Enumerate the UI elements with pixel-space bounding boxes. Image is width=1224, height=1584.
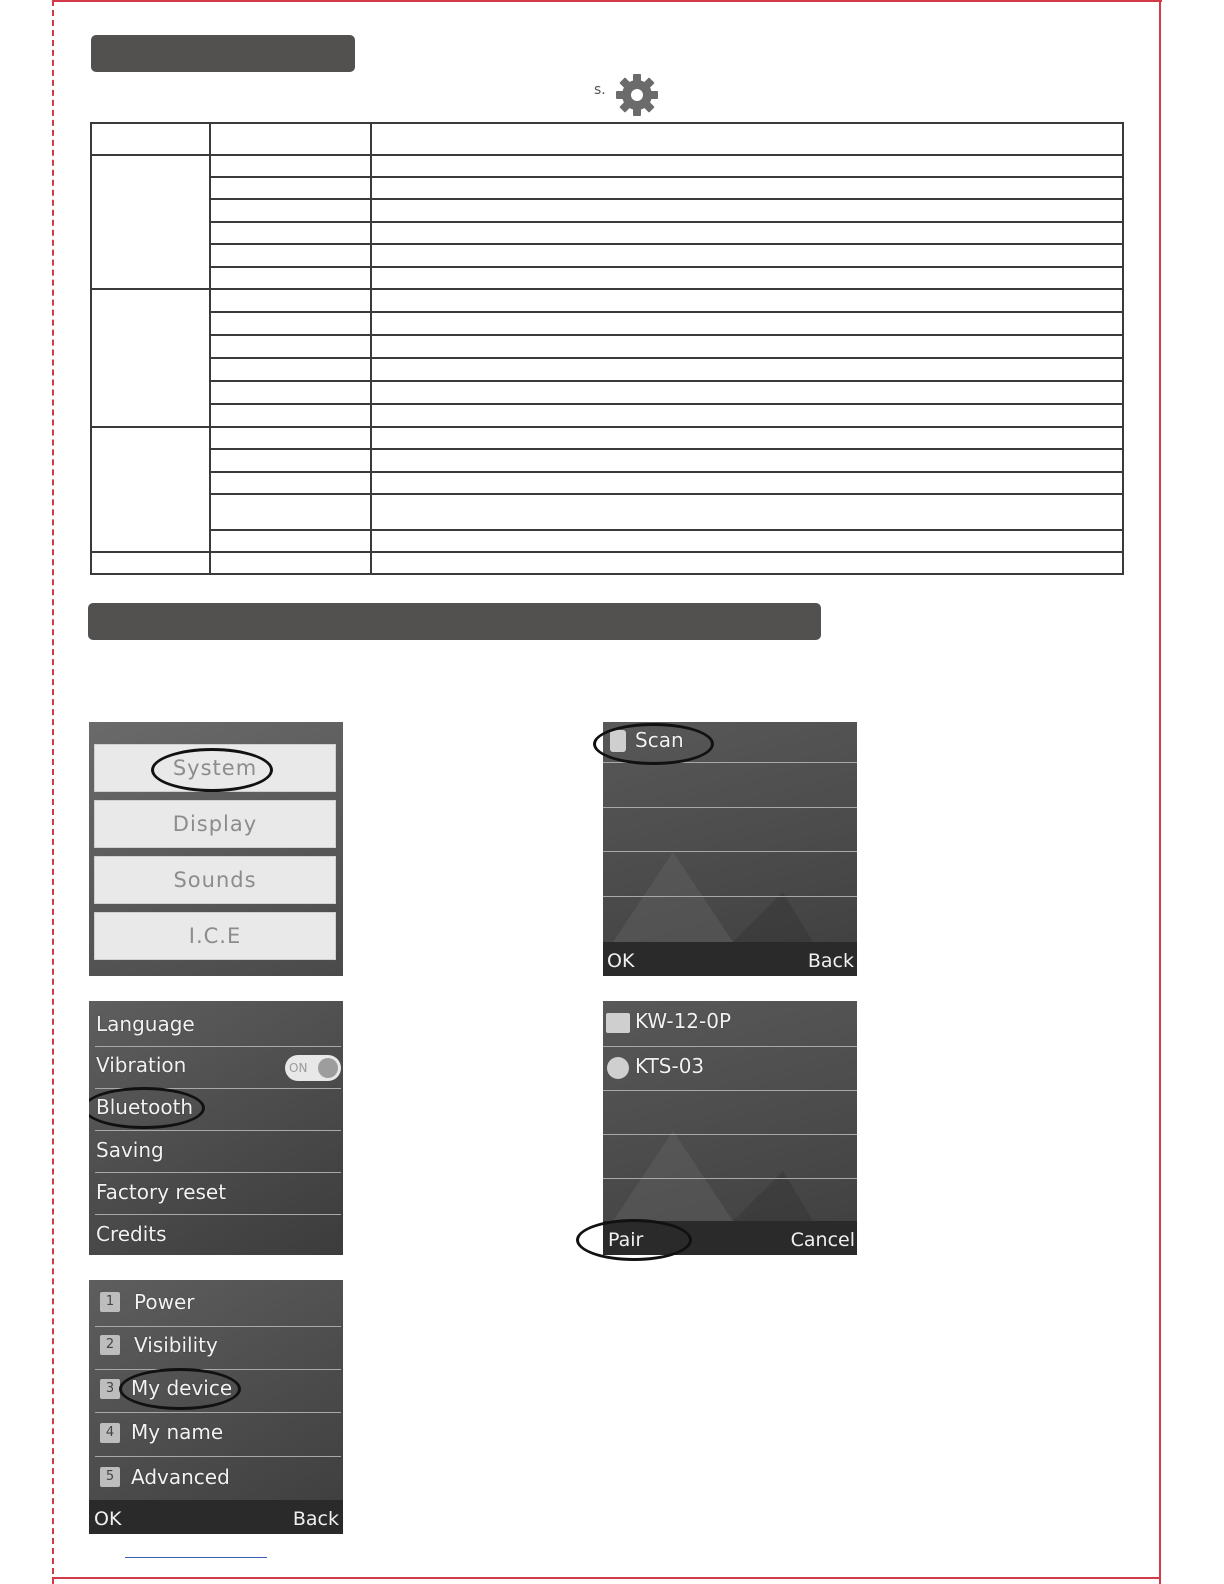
- soft-key-bar: [603, 942, 857, 976]
- bluetooth-item-my-name[interactable]: My name: [131, 1420, 224, 1444]
- system-item-bluetooth[interactable]: Bluetooth: [96, 1095, 194, 1119]
- smiley-icon: [607, 1057, 629, 1079]
- item-number-badge: 3: [100, 1379, 120, 1399]
- page-border-right: [1159, 0, 1161, 1584]
- menu-item-sounds[interactable]: Sounds: [94, 856, 336, 904]
- item-number-badge: 4: [100, 1423, 120, 1443]
- page-border-bottom: [52, 1577, 1161, 1579]
- menu-item-system[interactable]: System: [94, 744, 336, 792]
- highlight-ellipse: [119, 1368, 241, 1410]
- screenshot-device-list: [603, 1001, 857, 1255]
- row-divider: [603, 896, 857, 897]
- bluetooth-item-power[interactable]: Power: [134, 1290, 195, 1314]
- row-divider: [95, 1214, 341, 1215]
- soft-key-bar: [89, 1500, 343, 1534]
- scan-item[interactable]: Scan: [635, 728, 684, 752]
- bluetooth-item-my-device[interactable]: My device: [131, 1376, 233, 1400]
- vibration-toggle[interactable]: [285, 1055, 341, 1081]
- item-number-badge: 5: [100, 1467, 120, 1487]
- highlight-ellipse: [576, 1219, 692, 1261]
- toggle-label: ON: [289, 1061, 308, 1075]
- background-pattern: [603, 1001, 857, 1255]
- row-divider: [603, 851, 857, 852]
- softkey-pair[interactable]: Pair: [608, 1229, 644, 1251]
- row-divider: [95, 1172, 341, 1173]
- laptop-icon: [606, 1013, 630, 1033]
- section-heading-bar-settings: [91, 35, 355, 72]
- row-divider: [95, 1130, 341, 1131]
- softkey-cancel[interactable]: Cancel: [790, 1229, 855, 1251]
- row-divider: [95, 1412, 341, 1413]
- screenshot-system-menu: [89, 1001, 343, 1255]
- row-divider: [95, 1326, 341, 1327]
- system-item-language[interactable]: Language: [96, 1012, 195, 1036]
- intro-text-fragment: s.: [594, 82, 606, 98]
- row-divider: [603, 1134, 857, 1135]
- highlight-ellipse: [151, 748, 273, 792]
- row-divider: [603, 1090, 857, 1091]
- softkey-back[interactable]: Back: [807, 950, 854, 972]
- row-divider: [603, 1178, 857, 1179]
- bluetooth-item-advanced[interactable]: Advanced: [131, 1465, 230, 1489]
- device-item-kts-03[interactable]: KTS-03: [635, 1054, 705, 1078]
- screenshot-bluetooth-menu: [89, 1280, 343, 1534]
- row-divider: [95, 1456, 341, 1457]
- page-border-top: [52, 0, 1162, 2]
- menu-item-ice[interactable]: I.C.E: [94, 912, 336, 960]
- item-number-badge: 1: [100, 1292, 120, 1312]
- row-divider: [95, 1369, 341, 1370]
- link-underline: [125, 1557, 267, 1558]
- softkey-ok[interactable]: OK: [94, 1508, 122, 1530]
- system-item-factory-reset[interactable]: Factory reset: [96, 1180, 227, 1204]
- device-item-kw-12-0p[interactable]: KW-12-0P: [635, 1009, 732, 1033]
- row-divider: [603, 807, 857, 808]
- highlight-ellipse: [89, 1087, 205, 1129]
- toggle-knob: [318, 1058, 338, 1078]
- gear-icon: [614, 72, 660, 118]
- settings-table: [90, 122, 1124, 575]
- screenshot-settings-menu: [89, 722, 343, 976]
- page-margin-dashed-line: [52, 0, 54, 1584]
- bluetooth-item-visibility[interactable]: Visibility: [134, 1333, 218, 1357]
- system-item-saving[interactable]: Saving: [96, 1138, 164, 1162]
- system-item-vibration[interactable]: Vibration: [96, 1053, 187, 1077]
- system-item-credits[interactable]: Credits: [96, 1222, 167, 1246]
- softkey-back[interactable]: Back: [292, 1508, 339, 1530]
- highlight-ellipse: [593, 723, 714, 765]
- menu-item-display[interactable]: Display: [94, 800, 336, 848]
- item-number-badge: 2: [100, 1335, 120, 1355]
- softkey-ok[interactable]: OK: [607, 950, 635, 972]
- row-divider: [603, 1046, 857, 1047]
- section-heading-bar-bluetooth: [88, 603, 821, 640]
- row-divider: [95, 1046, 341, 1047]
